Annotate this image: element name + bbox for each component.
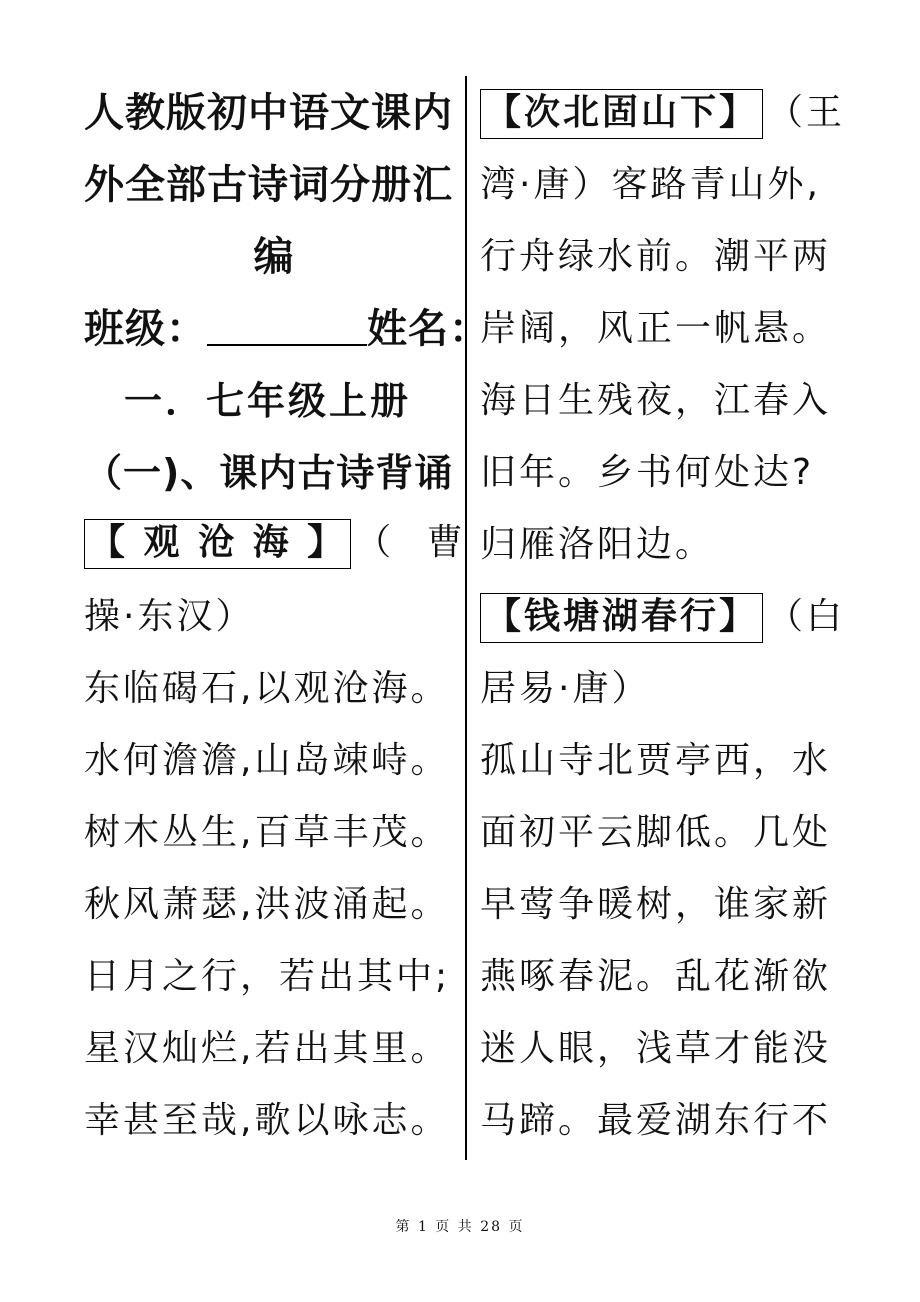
poem1-line: 东临碣石,以观沧海。: [84, 668, 450, 709]
poem3-line: 燕啄春泥。乱花渐欲: [480, 956, 832, 997]
section-heading: 一．七年级上册: [124, 379, 412, 423]
doc-title-line1: 人教版初中语文课内: [84, 90, 453, 136]
subsection-heading: （一)、课内古诗背诵: [84, 451, 454, 495]
doc-title-line2: 外全部古诗词分册汇: [84, 162, 453, 208]
poem3-line: 居易·唐）: [480, 668, 651, 709]
poem1-heading: [84, 518, 475, 568]
class-name-row: [84, 304, 490, 354]
poem2-heading: [480, 88, 845, 138]
poem3-line: 早莺争暖树，谁家新: [480, 884, 832, 925]
poem2-line: 归雁洛阳边。: [480, 524, 715, 565]
poem3-line: 面初平云脚低。几处: [480, 812, 832, 853]
name-label: 姓名：: [367, 306, 490, 352]
poem1-line: 树木丛生,百草丰茂。: [84, 812, 450, 853]
poem2-line: 湾·唐）客路青山外,: [480, 164, 821, 205]
doc-title-line3: 编: [253, 234, 295, 280]
poem3-line: 孤山寺北贾亭西，水: [480, 740, 832, 781]
poem2-line: 旧年。乡书何处达?: [480, 452, 815, 493]
poem3-line: （白: [767, 596, 846, 637]
poem1-title: 【 观 沧 海 】: [84, 519, 351, 569]
class-blank: [207, 304, 367, 346]
poem1-line: 秋风萧瑟,洪波涌起。: [84, 884, 450, 925]
poem2-line: 行舟绿水前。潮平两: [480, 236, 832, 277]
poem2-title: 【次北固山下】: [480, 89, 763, 139]
poem3-line: 迷人眼，浅草才能没: [480, 1028, 832, 1069]
poem2-line: 海日生残夜，江春入: [480, 380, 832, 421]
column-divider: [465, 76, 467, 1160]
poem3-line: 马蹄。最爱湖东行不: [480, 1100, 832, 1141]
poem3-heading: [480, 592, 845, 642]
page-footer: 第 1 页 共 28 页: [395, 1219, 525, 1235]
poem1-line: 水何澹澹,山岛竦峙。: [84, 740, 450, 781]
poem1-line: 日月之行，若出其中;: [84, 956, 451, 997]
poem1-line: 星汉灿烂,若出其里。: [84, 1028, 450, 1069]
poem1-line: 幸甚至哉,歌以咏志。: [84, 1100, 450, 1141]
poem1-author-b: 操·东汉）: [84, 596, 255, 637]
poem2-line: 岸阔，风正一帆悬。: [480, 308, 832, 349]
poem2-line: （王: [767, 92, 846, 133]
poem3-title: 【钱塘湖春行】: [480, 593, 763, 643]
poem1-author-a: （ 曹: [355, 522, 475, 563]
class-label: 班级：: [84, 306, 207, 352]
